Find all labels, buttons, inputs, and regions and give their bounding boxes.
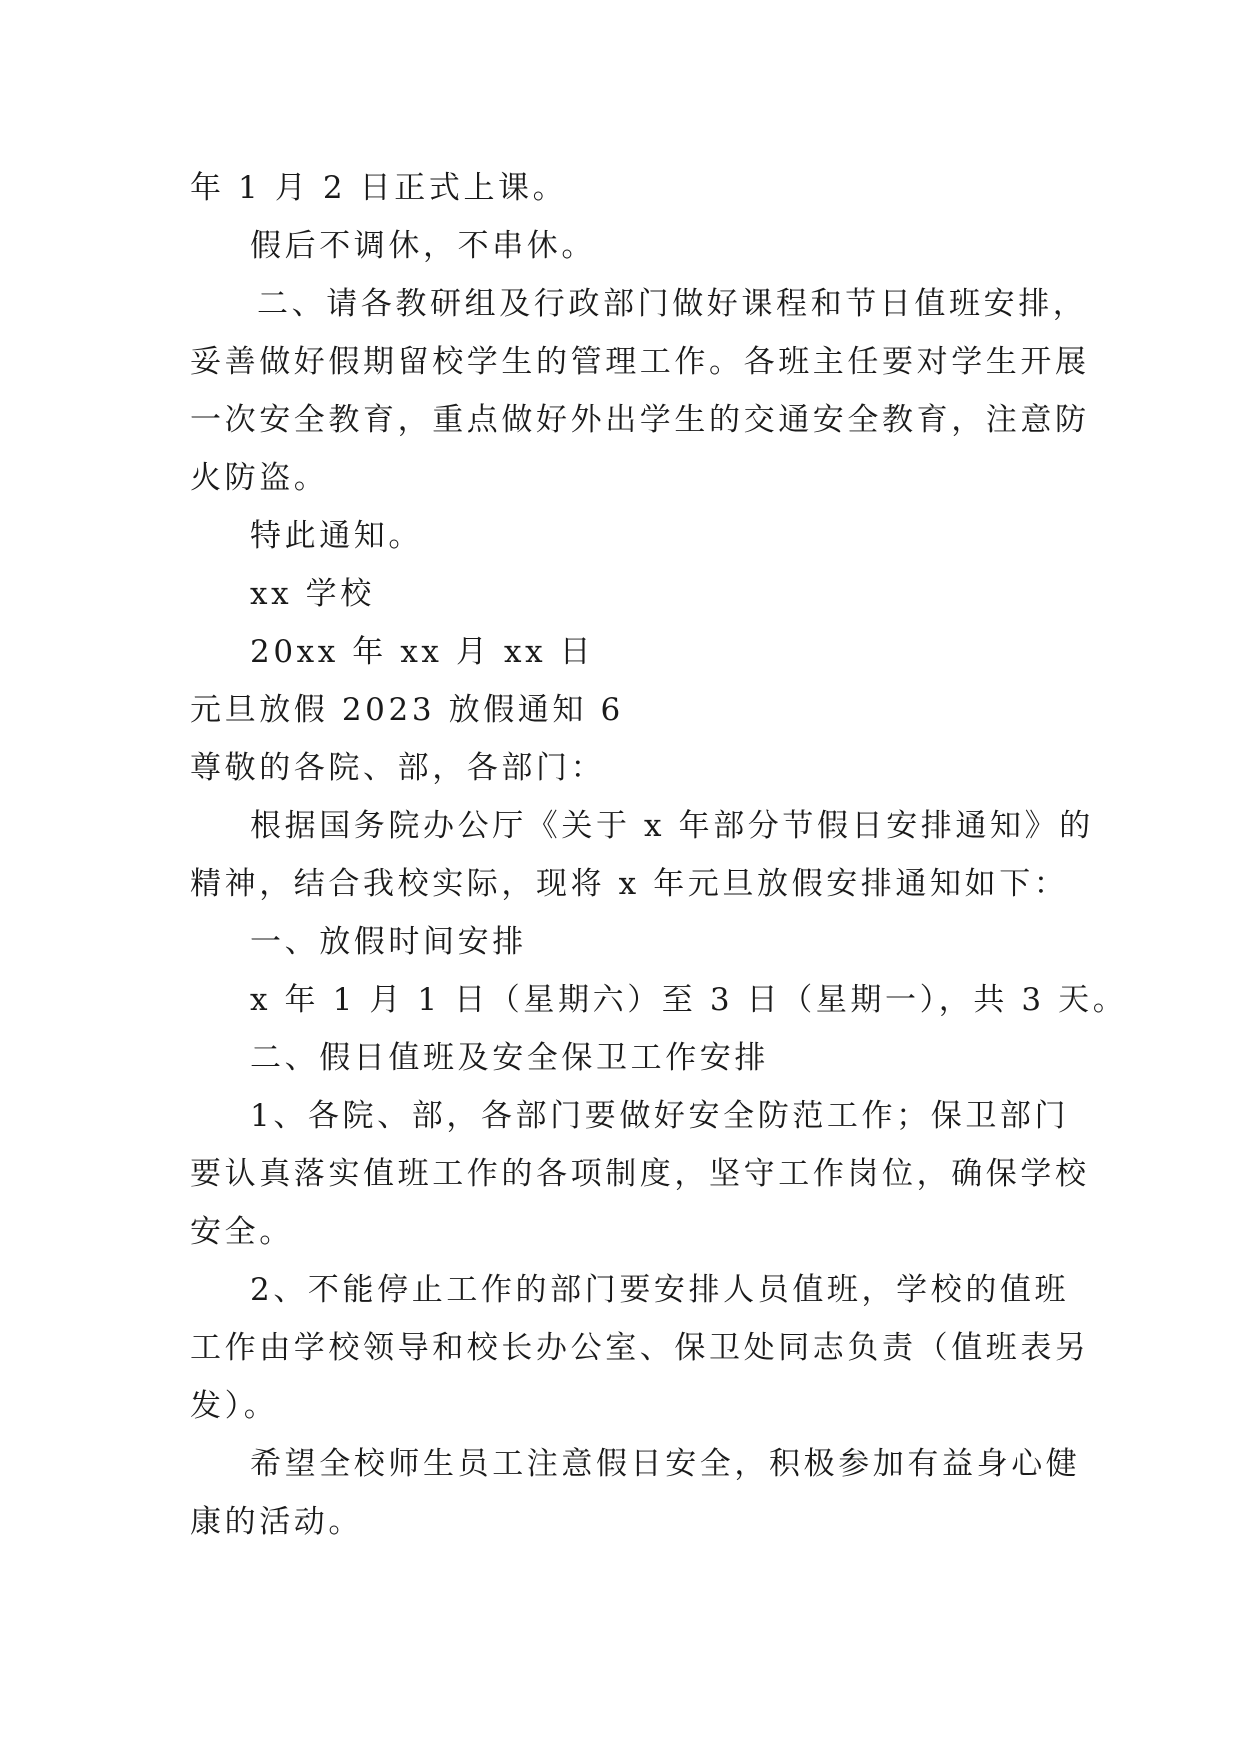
text-line: 二、请各教研组及行政部门做好课程和节日值班安排，	[257, 286, 1088, 322]
signature-school: xx 学校	[250, 576, 375, 612]
text-line: 年 1 月 2 日正式上课。	[190, 170, 568, 206]
text-line: 希望全校师生员工注意假日安全，积极参加有益身心健	[250, 1446, 1081, 1482]
heading-line: 一、放假时间安排	[250, 924, 527, 960]
text-line: 特此通知。	[250, 518, 423, 554]
text-line: x 年 1 月 1 日（星期六）至 3 日（星期一），共 3 天。	[250, 982, 1128, 1018]
text-line: 2、不能停止工作的部门要安排人员值班，学校的值班	[250, 1272, 1070, 1308]
text-line: 1、各院、部，各部门要做好安全防范工作；保卫部门	[250, 1098, 1070, 1134]
text-line: 工作由学校领导和校长办公室、保卫处同志负责（值班表另	[190, 1330, 1090, 1366]
text-line: 安全。	[190, 1214, 294, 1250]
text-line: 根据国务院办公厅《关于 x 年部分节假日安排通知》的	[250, 808, 1094, 844]
text-line: 假后不调休，不串休。	[250, 228, 596, 264]
salutation: 尊敬的各院、部，各部门：	[190, 750, 606, 786]
text-line: 要认真落实值班工作的各项制度，坚守工作岗位，确保学校	[190, 1156, 1090, 1192]
section-title: 元旦放假 2023 放假通知 6	[190, 692, 624, 728]
text-line: 发）。	[190, 1388, 279, 1424]
text-line: 一次安全教育，重点做好外出学生的交通安全教育，注意防	[190, 402, 1090, 438]
heading-line: 二、假日值班及安全保卫工作安排	[250, 1040, 769, 1076]
text-line: 妥善做好假期留校学生的管理工作。各班主任要对学生开展	[190, 344, 1090, 380]
text-line: 康的活动。	[190, 1504, 363, 1540]
signature-date: 20xx 年 xx 月 xx 日	[250, 634, 595, 670]
text-line: 火防盗。	[190, 460, 329, 496]
text-line: 精神，结合我校实际，现将 x 年元旦放假安排通知如下：	[190, 866, 1069, 902]
